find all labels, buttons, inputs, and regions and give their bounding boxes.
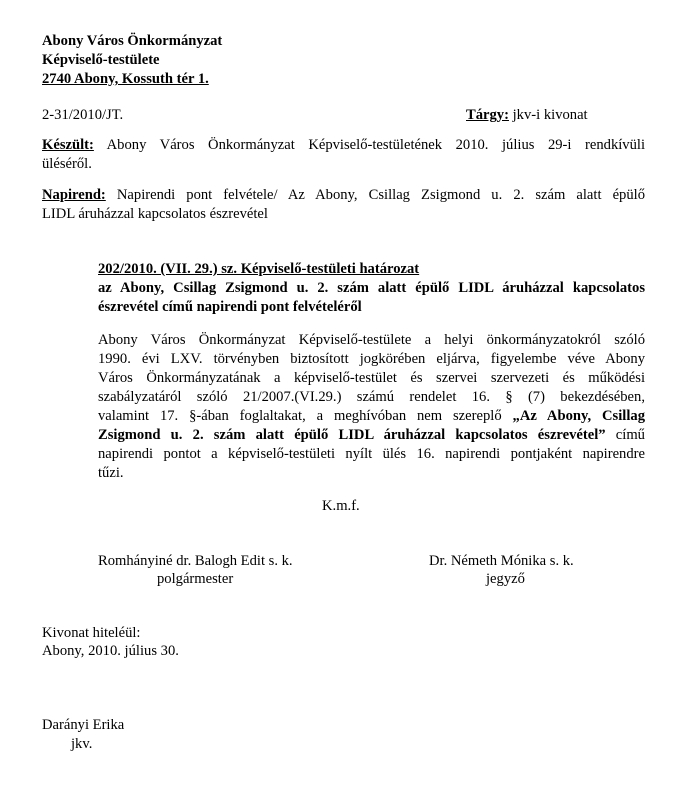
body-line-5-text: valamint 17. §-ában foglaltakat, a meghívóban nem szereplő [98,408,502,424]
resolution-number: 202/2010. (VII. 29.) sz. Képviselő-testületi határozat [98,261,420,277]
body-line-1: Abony Város Önkormányzat Képviselő-testülete a helyi önkormányzatokról szóló [98,332,645,348]
resolution-title-line-2: észrevétel című napirendi pont felvételéről [98,299,362,315]
body-line-5-emphasis: „Az Abony, Csillag [512,408,645,424]
made-label: Készült: [42,137,94,153]
body-line-8: tűzi. [98,465,124,481]
body-line-5 [98,407,645,426]
subject-label: Tárgy: [466,107,509,123]
org-name: Abony Város Önkormányzat [42,33,223,49]
agenda-line-2: LIDL áruházzal kapcsolatos észrevétel [42,206,268,222]
made-text: Abony Város Önkormányzat Képviselő-testületének 2010. július 29-i rendkívüli [106,137,645,153]
org-address: 2740 Abony, Kossuth tér 1. [42,71,209,87]
recorder-name: Darányi Erika [42,717,125,733]
kmf: K.m.f. [322,498,360,514]
notary-name: Dr. Németh Mónika s. k. [429,553,574,569]
body-line-7: napirendi pontot a képviselő-testületi nyílt ülés 16. napirendi pontjaként napirendre [98,446,645,462]
made-line-2: üléséről. [42,156,92,172]
certification-place-date: Abony, 2010. július 30. [42,643,179,659]
subject-value: jkv-i kivonat [512,107,588,123]
made-line-1 [42,136,645,155]
body-line-4: szabályzatáról szóló 21/2007.(VI.29.) számú rendelet 16. § (7) bekezdésében, [98,389,645,405]
reference-number: 2-31/2010/JT. [42,107,124,123]
body-line-3: Város Önkormányzatának a képviselő-testület és szervei szervezeti és működési [98,370,645,386]
mayor-name: Romhányiné dr. Balogh Edit s. k. [98,553,293,569]
recorder-title: jkv. [71,736,93,752]
mayor-title: polgármester [157,571,234,587]
subject [466,106,588,125]
body-line-6 [98,426,645,445]
body-line-6-emphasis: Zsigmond u. 2. szám alatt épülő LIDL áruházzal kapcsolatos észrevétel” [98,427,606,443]
certification-label: Kivonat hiteléül: [42,625,141,641]
org-body: Képviselő-testülete [42,52,160,68]
notary-title: jegyző [486,571,525,587]
agenda-label: Napirend: [42,187,106,203]
body-line-6-text: című [615,427,645,443]
resolution-title-line-1: az Abony, Csillag Zsigmond u. 2. szám alatt épülő LIDL áruházzal kapcsolatos [98,280,645,296]
agenda-line-1 [42,186,645,205]
agenda-text: Napirendi pont felvétele/ Az Abony, Csillag Zsigmond u. 2. szám alatt épülő [116,187,645,203]
body-line-2: 1990. évi LXV. törvényben biztosított jogkörében eljárva, figyelembe véve Abony [98,351,645,367]
